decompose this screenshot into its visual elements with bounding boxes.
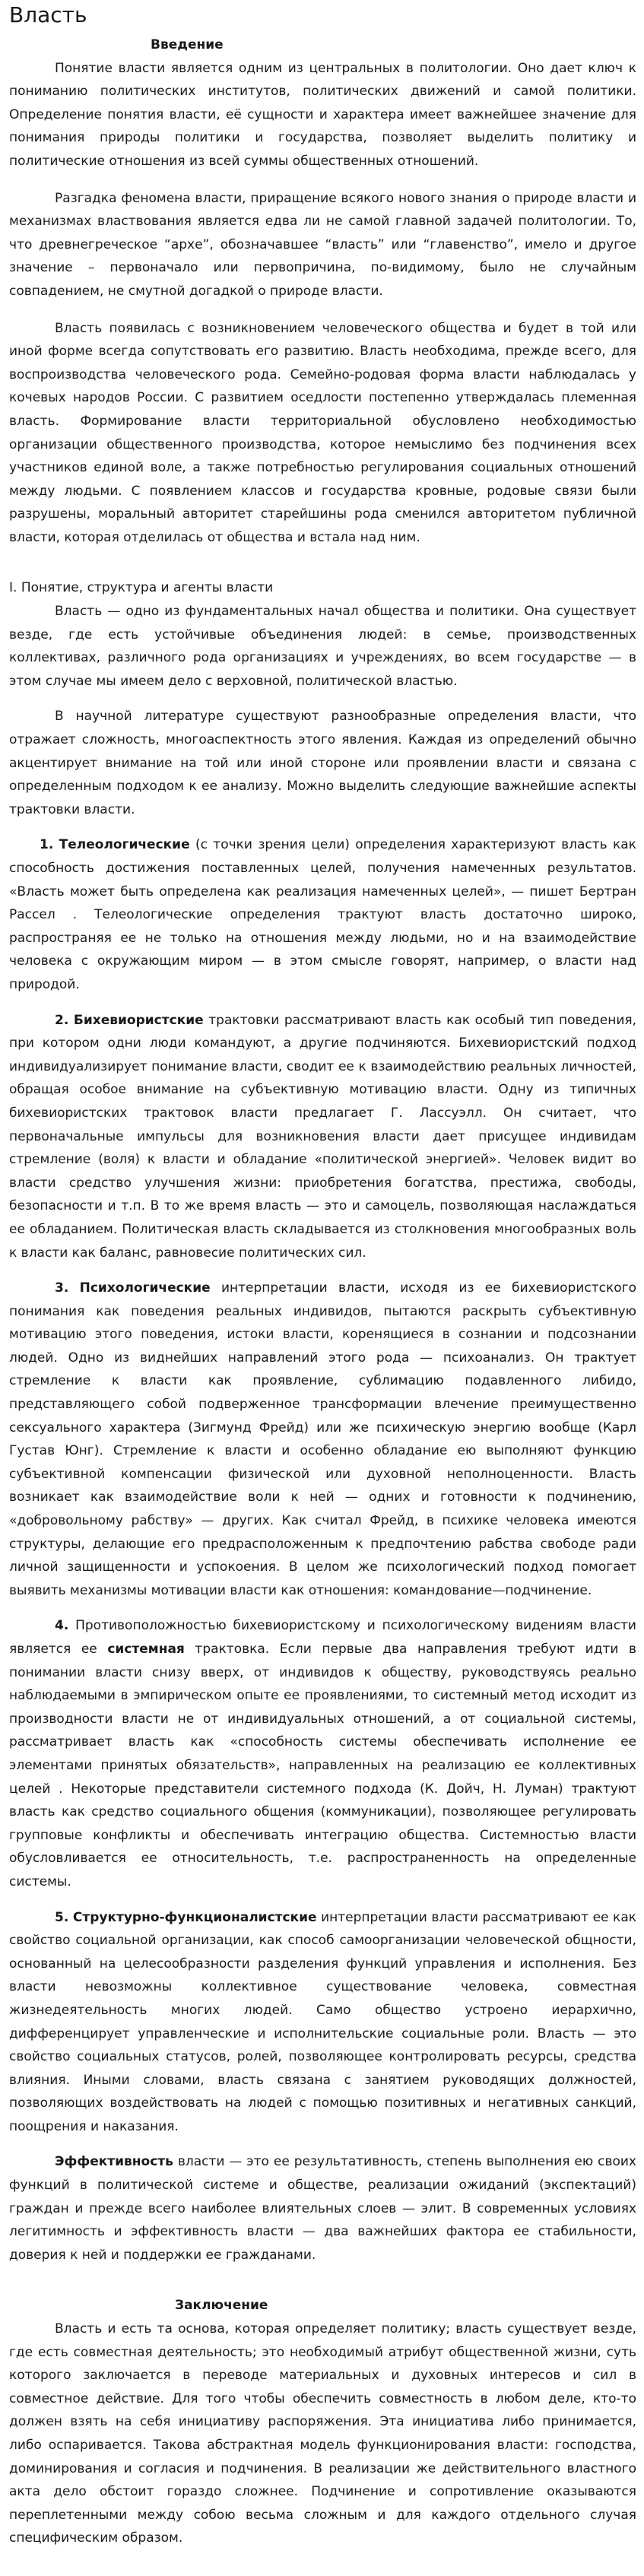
aspect-term: Психологические: [79, 1280, 211, 1296]
intro-paragraph: Разгадка феномена власти, приращение всякого нового знания о природе власти и механизмах властвования является едва ли не самой главной задачей политологии. То, что древнегреческое “архе”, обозначавшее “власть” или “главенство”, имело и другое значение – первоначало или первопричина, по-видимому, было не случайным совпадением, не смутной догадкой о природе власти.: [9, 190, 636, 299]
aspect-number: 5.: [55, 1909, 69, 1925]
aspect-term: системная: [107, 1642, 185, 1657]
section-paragraph: Власть — одно из фундаментальных начал общества и политики. Она существует везде, где есть устойчивые объединения людей: в семье, производственных коллективах, различного рода организациях и учреждениях, во всем государстве — в этом случае мы имеем дело с верховной, политической властью.: [9, 604, 636, 689]
document-title: Власть: [9, 2, 87, 27]
aspect-text: (с точки зрения цели) определения характеризуют власть как способность достижения поставленных целей, получения намеченных результатов. «Власть может быть определена как реализация намеченных целей», — пишет Бертран Рассел . Телеологические определения трактуют власть достаточно широко, распространяя ее не только на отношения между людьми, но и на взаимодействие человека с окружающим миром — в этом смысле говорят, например, о власти над природой.: [9, 837, 636, 992]
conclusion-heading: Заключение: [175, 2298, 268, 2314]
aspect-text: интерпретации власти, исходя из ее бихевиористского понимания как поведения реальных индивидов, пытаются раскрыть субъективную мотивацию этого поведения, истоки власти, коренящиеся в сознании и подсознании людей. Одно из виднейших направлений этого рода — психоанализ. Он трактует стремление к власти как проявление, сублимацию подавленного либидо, представляющего собой подверженное трансформации влечение преимущественно сексуального характера (Зигмунд Фрейд) или же психическую энергию вообще (Карл Густав Юнг). Стремление к власти и особенно обладание ею выполняют функцию субъективной компенсации физической или духовной неполноценности. Власть возникает как взаимодействие воли к ней — одних и готовности к подчинению, «добровольному рабству» — других. Как считал Фрейд, в психике человека имеются структуры, делающие его предрасположенным к предпочтению рабства свободе ради личной защищенности и успокоения. В целом же психологический подход помогает выявить механизмы мотивации власти как отношения: командование—подчинение.: [9, 1280, 636, 1598]
effectiveness-term: Эффективность: [55, 2154, 173, 2170]
intro-paragraph: Власть появилась с возникновением человеческого общества и будет в той или иной форме всегда сопутствовать его развитию. Власть необходима, прежде всего, для воспроизводства человеческого рода. Семейно-родовая форма власти наблюдалась у кочевых народов России. С развитием оседлости постепенно утверждалась племенная власть. Формирование власти территориальной обусловлено необходимостью организации общественного производства, которое немыслимо без подчинения всех участников единой воле, а также потребностью регулирования социальных отношений между людьми. С появлением классов и государства кровные, родовые связи были разрушены, моральный авторитет старейшины рода сменился авторитетом публичной власти, которая отделилась от общества и встала над ним.: [9, 320, 636, 545]
aspect-text: Противоположностью бихевиористскому и психологическому видениям власти является ее: [9, 1618, 636, 1657]
effectiveness-text: власти — это ее результативность, степень выполнения ею своих функций в политической системе и обществе, реализации ожиданий (экспектаций) граждан и прежде всего наиболее влиятельных слоев — элит. В современных условиях легитимность и эффективность власти — два важнейших фактора ее стабильности, доверия к ней и поддержки ее гражданами.: [9, 2154, 636, 2263]
section-power-concept: [9, 576, 636, 2267]
aspect-number: 2.: [55, 1012, 69, 1028]
introduction-section: [9, 33, 636, 549]
aspect-term: Бихевиористские: [73, 1012, 204, 1028]
aspect-number: 1.: [40, 837, 54, 853]
conclusion-section: [9, 2294, 636, 2550]
section-paragraph: В научной литературе существуют разнообразные определения власти, что отражает сложность, многоаспектность этого явления. Каждая из определений обычно акцентирует внимание на той или иной стороне или проявлении власти и связана с определенным подходом к ее анализу. Можно выделить следующие важнейшие аспекты трактовки власти.: [9, 709, 636, 817]
aspect-term: Структурно-функционалистские: [72, 1909, 317, 1925]
intro-paragraph: Понятие власти является одним из центральных в политологии. Оно дает ключ к пониманию политических институтов, политических движений и самой политики. Определение понятия власти, её сущности и характера имеет важнейшее значение для понимания природы политики и государства, позволяет выделить политику и политические отношения из всей суммы общественных отношений.: [9, 60, 636, 169]
aspect-psychological: [9, 1277, 636, 1602]
aspect-structural-functional: [9, 1906, 636, 2139]
introduction-heading: Введение: [151, 37, 224, 52]
aspect-text: трактовки рассматривают власть как особый тип поведения, при котором одни люди командуют, а другие подчиняются. Бихевиористский подход индивидуализирует понимание власти, сводит ее к взаимодействию реальных личностей, обращая особое внимание на субъективную мотивацию власти. Одну из типичных бихевиористских трактовок власти предлагает Г. Лассуэлл. Он считает, что первоначальные импульсы для возникновения власти дает присущее индивидам стремление (воля) к власти и обладание «политической энергией». Человек видит во власти средство улучшения жизни: приобретения богатства, престижа, свободы, безопасности и т.п. В то же время власть — это и самоцель, позволяющая наслаждаться ее обладанием. Политическая власть складывается из столкновения многообразных воль к власти как баланс, равновесие политических сил.: [9, 1012, 637, 1261]
aspect-teleological: [9, 833, 636, 996]
aspect-number: 4.: [55, 1618, 69, 1634]
aspect-number: 3.: [55, 1280, 69, 1296]
section-heading: I. Понятие, структура и агенты власти: [9, 580, 274, 596]
conclusion-paragraph: Власть и есть та основа, которая определяет политику; власть существует везде, где есть совместная деятельность; это необходимый атрибут общественной жизни, суть которого заключается в переводе материальных и духовных интересов и сил в совместное действие. Для того чтобы обеспечить совместность в любом деле, кто-то должен взять на себя инициативу распоряжения. Эта инициатива либо принимается, либо оспаривается. Такова абстрактная модель функционирования власти: господства, доминирования и согласия и подчинения. В реализации же действительного властного акта дело обстоит гораздо сложнее. Подчинение и сопротивление оказываются переплетенными между собою весьма сложным и для каждого отдельного случая специфическим образом.: [9, 2321, 636, 2546]
aspect-text: интерпретации власти рассматривают ее как свойство социальной организации, как способ самоорганизации человеческой общности, основанный на целесообразности разделения функций управления и исполнения. Без власти невозможны коллективное существование человека, совместная жизнедеятельность многих людей. Само общество устроено иерархично, дифференцирует управленческие и исполнительские социальные роли. Власть — это свойство социальных статусов, ролей, позволяющее контролировать ресурсы, средства влияния. Иными словами, власть связана с занятием руководящих должностей, позволяющих воздействовать на людей с помощью позитивных и негативных санкций, поощрения и наказания.: [9, 1909, 637, 2134]
effectiveness-paragraph: [9, 2150, 636, 2267]
aspect-systemic: [9, 1614, 636, 1893]
aspect-term: Телеологические: [59, 837, 190, 853]
aspect-text: трактовка. Если первые два направления требуют идти в понимании власти снизу вверх, от индивидов к обществу, руководствуясь реально наблюдаемыми в эмпирическом опыте ее проявлениями, то системный метод исходит из производности власти не от индивидуальных отношений, а от социальной системы, рассматривает власть как «способность системы обеспечивать исполнение ее элементами принятых обязательств», направленных на реализацию ее коллективных целей . Некоторые представители системного подхода (К. Дойч, Н. Луман) трактуют власть как средство социального общения (коммуникации), позволяющее регулировать групповые конфликты и обеспечивать интеграцию общества. Системностью власти обусловливается ее относительность, т.е. распространенность на определенные системы.: [9, 1642, 636, 1889]
aspect-behaviorist: [9, 1009, 636, 1265]
